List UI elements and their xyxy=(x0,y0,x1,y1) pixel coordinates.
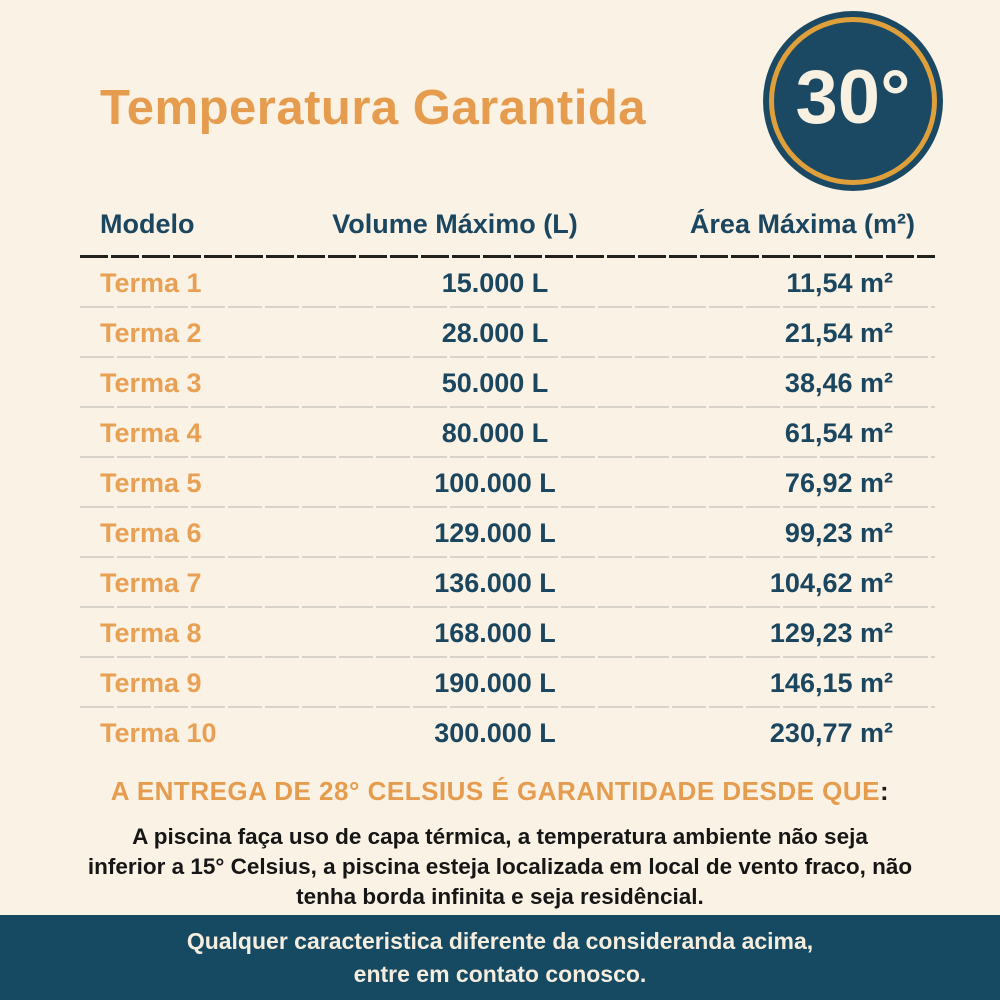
capacity-table xyxy=(80,196,935,758)
volume-cell: 190.000 L xyxy=(434,667,556,698)
table-row xyxy=(80,708,935,758)
area-cell: 99,23 m² xyxy=(784,517,893,548)
volume-cell: 80.000 L xyxy=(441,417,549,448)
volume-cell: 136.000 L xyxy=(434,567,556,598)
table-row xyxy=(80,608,935,658)
column-header-volume: Volume Máximo (L) xyxy=(332,208,578,239)
area-cell: 76,92 m² xyxy=(784,467,893,498)
table-row xyxy=(80,258,935,308)
page-title: Temperatura Garantida xyxy=(100,81,647,135)
table-row xyxy=(80,308,935,358)
volume-cell: 50.000 L xyxy=(441,367,549,398)
column-header-area: Área Máxima (m²) xyxy=(689,208,915,239)
area-cell: 21,54 m² xyxy=(784,317,893,348)
model-cell: Terma 10 xyxy=(100,717,217,748)
table-row xyxy=(80,458,935,508)
conditions-heading xyxy=(0,776,1000,807)
conditions-body xyxy=(60,822,940,912)
model-cell: Terma 8 xyxy=(100,617,202,648)
volume-cell: 129.000 L xyxy=(434,517,556,548)
model-cell: Terma 9 xyxy=(100,667,202,698)
table-row xyxy=(80,508,935,558)
volume-cell: 28.000 L xyxy=(441,317,549,348)
badge-value: 30° xyxy=(795,54,911,140)
model-cell: Terma 3 xyxy=(100,367,202,398)
area-cell: 146,15 m² xyxy=(769,667,893,698)
table-row xyxy=(80,658,935,708)
bottom-bar-line1: Qualquer caracteristica diferente da consideranda acima, xyxy=(186,927,814,954)
conditions-heading-colon: : xyxy=(880,776,890,806)
model-cell: Terma 2 xyxy=(100,317,202,348)
model-cell: Terma 6 xyxy=(100,517,202,548)
volume-cell: 100.000 L xyxy=(434,467,556,498)
table-header-row xyxy=(80,196,935,252)
area-cell: 61,54 m² xyxy=(784,417,893,448)
model-cell: Terma 5 xyxy=(100,467,202,498)
area-cell: 230,77 m² xyxy=(769,717,893,748)
table-row xyxy=(80,358,935,408)
bottom-bar-line2: entre em contato conosco. xyxy=(353,960,647,987)
conditions-body-line: tenha borda infinita e seja residêncial. xyxy=(296,884,704,909)
column-header-modelo: Modelo xyxy=(100,208,195,239)
volume-cell: 168.000 L xyxy=(434,617,556,648)
temperature-badge xyxy=(763,11,943,191)
conditions-body-line: inferior a 15° Celsius, a piscina esteja localizada em local de vento fraco, não xyxy=(87,854,913,879)
area-cell: 129,23 m² xyxy=(769,617,893,648)
conditions-heading-text: A ENTREGA DE 28° CELSIUS É GARANTIDADE DESDE QUE xyxy=(110,776,881,806)
model-cell: Terma 7 xyxy=(100,567,202,598)
area-cell: 38,46 m² xyxy=(784,367,893,398)
model-cell: Terma 4 xyxy=(100,417,202,448)
area-cell: 11,54 m² xyxy=(786,267,893,298)
volume-cell: 300.000 L xyxy=(434,717,556,748)
table-row xyxy=(80,408,935,458)
conditions-body-line: A piscina faça uso de capa térmica, a temperatura ambiente não seja xyxy=(132,824,868,849)
area-cell: 104,62 m² xyxy=(769,567,893,598)
table-row xyxy=(80,558,935,608)
model-cell: Terma 1 xyxy=(100,267,202,298)
bottom-bar xyxy=(0,915,1000,1000)
volume-cell: 15.000 L xyxy=(441,267,549,298)
